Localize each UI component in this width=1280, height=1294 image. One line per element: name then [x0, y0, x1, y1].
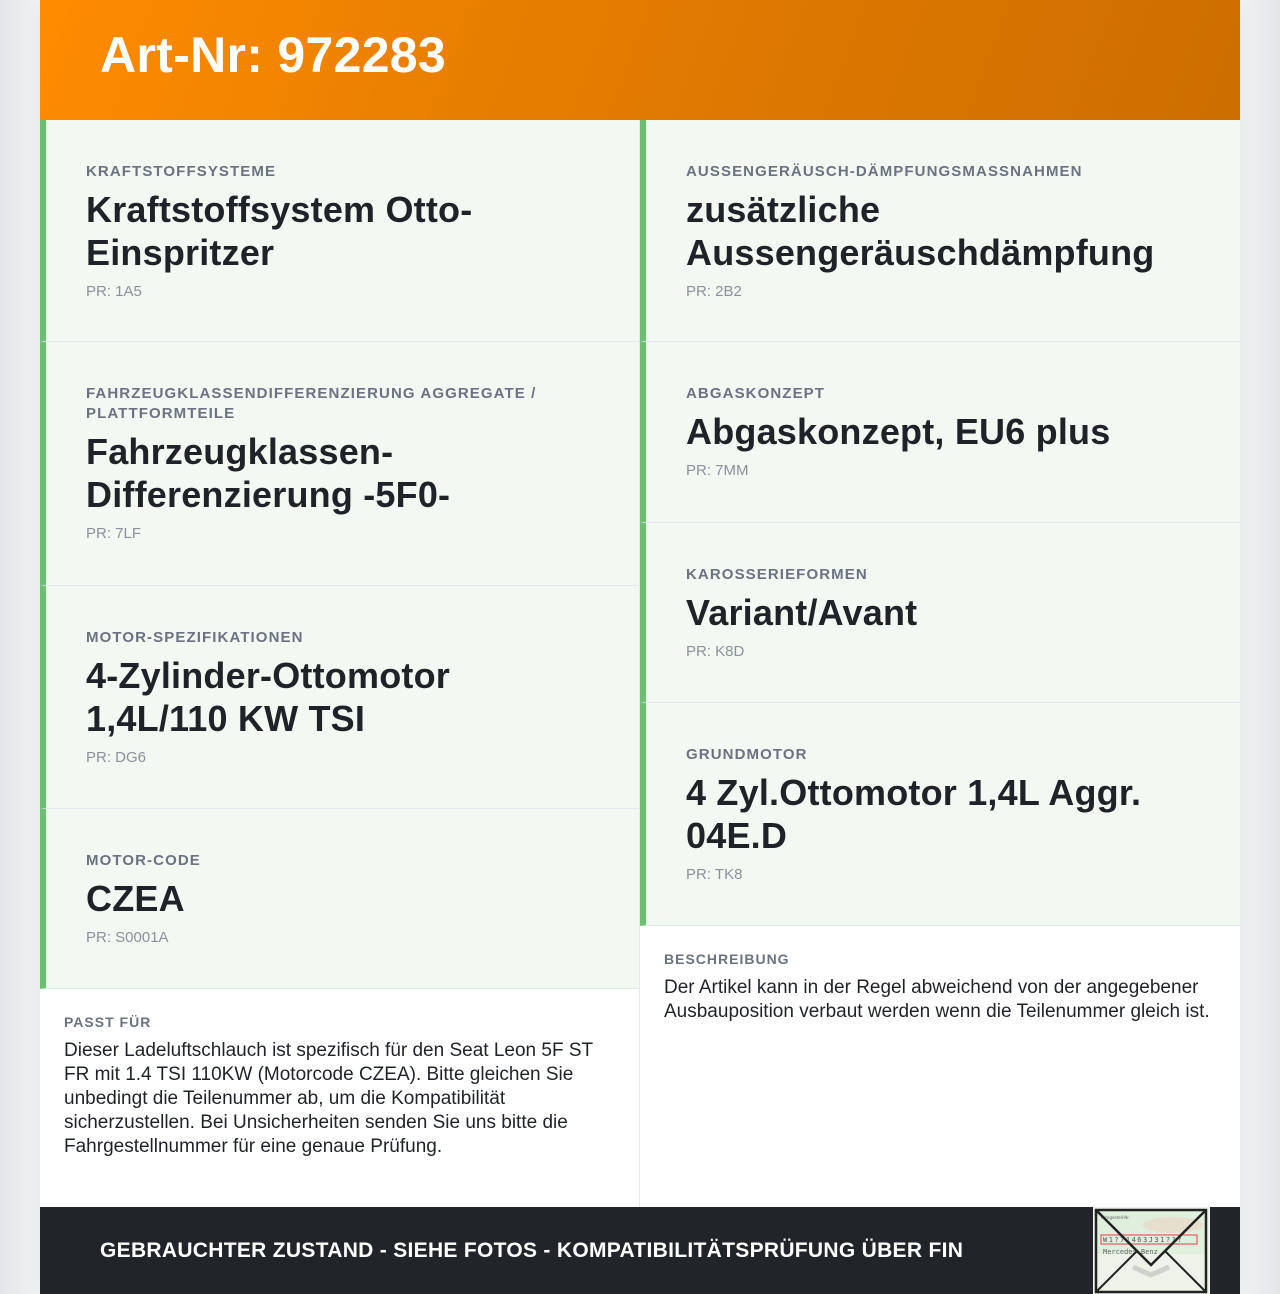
spec-pr-code: PR: 2B2 [686, 283, 742, 300]
fits-label: PASST FÜR [64, 1014, 152, 1030]
spec-value: 4-Zylinder-Ottomotor 1,4L/110 KW TSI [86, 655, 450, 739]
header-bar [40, 0, 1240, 120]
right-column [640, 120, 1240, 1207]
spec-value: Abgaskonzept, EU6 plus [686, 411, 1111, 452]
spec-card-body-style [640, 523, 1240, 703]
svg-text:W1?71463J31???: W1?71463J31??? [1103, 1236, 1184, 1244]
spec-label: MOTOR-CODE [86, 852, 201, 869]
svg-text:Fahrgestell-Nr.: Fahrgestell-Nr. [1101, 1215, 1130, 1220]
description-section [640, 926, 1240, 1207]
envelope-icon [1093, 1207, 1210, 1294]
spec-label: KAROSSERIEFORMEN [686, 566, 868, 583]
spec-pr-code: PR: K8D [686, 643, 745, 660]
footer-notice: GEBRAUCHTER ZUSTAND - SIEHE FOTOS - KOMPATIBILITÄTSPRÜFUNG ÜBER FIN [100, 1238, 964, 1262]
svg-text:Mercedes-Benz: Mercedes-Benz [1103, 1248, 1158, 1256]
spec-pr-code: PR: 7LF [86, 525, 142, 542]
spec-value: 4 Zyl.Ottomotor 1,4L Aggr. 04E.D [686, 772, 1142, 856]
spec-card-vehicle-class [40, 342, 639, 586]
spec-value: CZEA [86, 878, 185, 919]
spec-value: Fahrzeugklassen-Differenzierung -5F0- [86, 431, 451, 515]
spec-columns [40, 120, 1240, 1207]
spec-pr-code: PR: S0001A [86, 929, 169, 946]
spec-card-engine-spec [40, 586, 639, 809]
spec-value: Variant/Avant [686, 592, 918, 633]
description-text: Der Artikel kann in der Regel abweichend von der angegebener Ausbauposition verbaut werden wenn die Teilenummer gleich ist. [664, 977, 1210, 1022]
spec-pr-code: PR: DG6 [86, 749, 147, 766]
description-label: BESCHREIBUNG [664, 951, 790, 967]
spec-card-engine-code [40, 809, 639, 989]
spec-card-base-engine [640, 703, 1240, 926]
spec-label: MOTOR-SPEZIFIKATIONEN [86, 629, 304, 646]
spec-card-exhaust-concept [640, 342, 1240, 523]
spec-pr-code: PR: 1A5 [86, 283, 142, 300]
spec-card-noise-damping [640, 120, 1240, 342]
left-column [40, 120, 640, 1207]
spec-value: zusätzliche Aussengeräuschdämpfung [686, 189, 1155, 273]
vin-envelope-image [1093, 1207, 1210, 1294]
spec-card-fuel-system [40, 120, 639, 342]
article-number-title: Art-Nr: 972283 [100, 27, 447, 83]
spec-label: FAHRZEUGKLASSENDIFFERENZIERUNG AGGREGATE / PLATTFORMTEILE [86, 385, 537, 422]
spec-pr-code: PR: TK8 [686, 866, 743, 883]
spec-label: KRAFTSTOFFSYSTEME [86, 163, 277, 180]
fits-section [40, 989, 639, 1207]
spec-pr-code: PR: 7MM [686, 462, 749, 479]
spec-label: AUSSENGERÄUSCH-DÄMPFUNGSMASSNAHMEN [686, 163, 1083, 180]
fits-text: Dieser Ladeluftschlauch ist spezifisch für den Seat Leon 5F ST FR mit 1.4 TSI 110KW (Motorcode CZEA). Bitte gleichen Sie unbedingt die Teilenummer ab, um die Kompatibilität sicherzustellen. Bei Unsicherheiten senden Sie uns bitte die Fahrgestellnummer für eine genaue Prüfung. [64, 1040, 593, 1157]
product-sheet [40, 0, 1240, 1294]
footer-bar [40, 1207, 1240, 1294]
spec-value: Kraftstoffsystem Otto-Einspritzer [86, 189, 473, 273]
spec-label: GRUNDMOTOR [686, 746, 808, 763]
spec-label: ABGASKONZEPT [686, 385, 826, 402]
